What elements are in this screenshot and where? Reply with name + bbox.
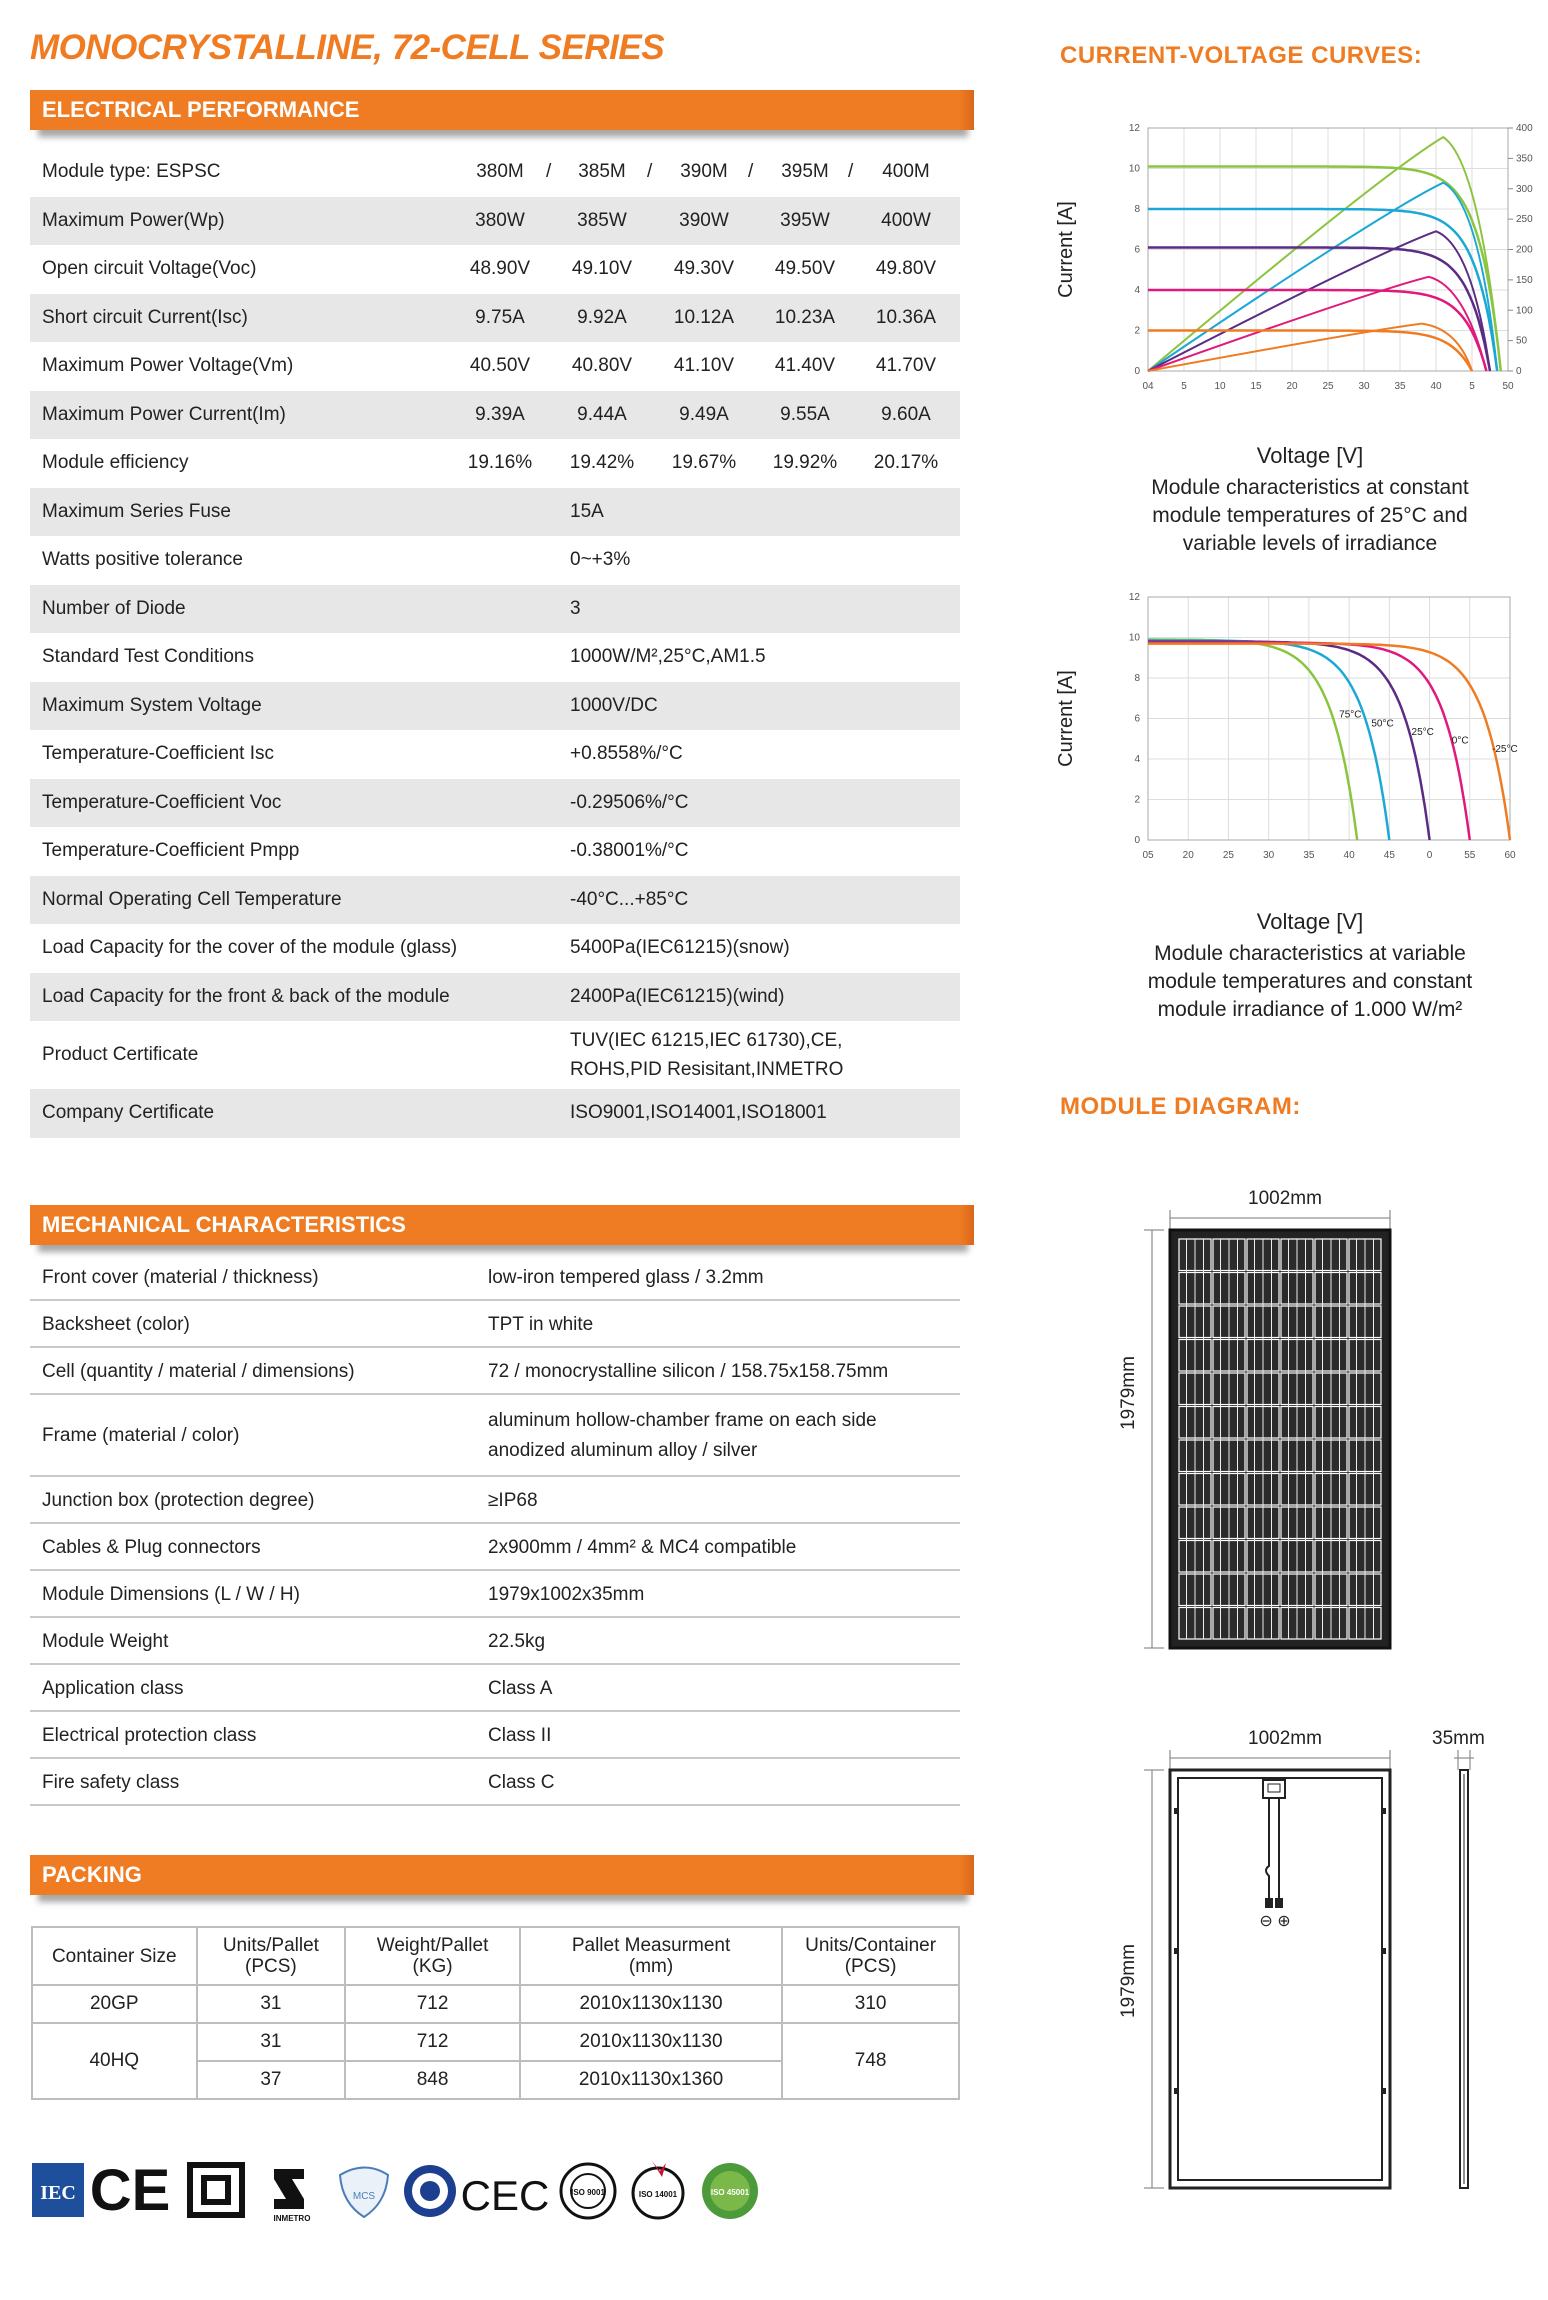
electrical-row bbox=[30, 488, 960, 537]
row-value: 2x900mm / 4mm² & MC4 compatible bbox=[488, 1537, 797, 1558]
row-label: Maximum System Voltage bbox=[42, 694, 262, 716]
x-tick-label: 05 bbox=[1142, 850, 1154, 861]
packing-heading: PACKING bbox=[30, 1855, 960, 1895]
row-value: 10.23A bbox=[774, 306, 836, 328]
x-tick-label: 25 bbox=[1322, 381, 1334, 392]
frame-line: aluminum hollow-chamber frame on each side bbox=[488, 1410, 877, 1431]
x-tick-label: 5 bbox=[1469, 381, 1475, 392]
model-separator: / bbox=[748, 161, 754, 182]
cell-measure: 2010x1130x1130 bbox=[520, 2023, 782, 2061]
chart1-caption-line: module temperatures of 25°C and bbox=[1152, 504, 1468, 527]
y2-tick-label: 200 bbox=[1516, 244, 1533, 256]
model-380m: 380M bbox=[476, 161, 524, 182]
y2-tick-label: 100 bbox=[1516, 305, 1533, 317]
row-value: 9.75A bbox=[475, 306, 525, 328]
row-value: 5400Pa(IEC61215)(snow) bbox=[570, 937, 790, 958]
electrical-row bbox=[30, 294, 960, 343]
electrical-row bbox=[30, 585, 960, 634]
row-label: Product Certificate bbox=[42, 1044, 199, 1065]
chart2-caption-line: module temperatures and constant bbox=[1147, 970, 1473, 993]
mechanical-table bbox=[30, 1254, 960, 1806]
y2-tick-label: 400 bbox=[1516, 123, 1533, 134]
svg-text:CEC: CEC bbox=[460, 2172, 550, 2219]
electrical-row bbox=[30, 827, 960, 876]
row-label: Load Capacity for the front & back of the module bbox=[42, 985, 450, 1007]
row-value: +0.8558%/°C bbox=[570, 743, 683, 764]
y2-tick-label: 250 bbox=[1516, 214, 1533, 226]
row-value: 0~+3% bbox=[570, 549, 631, 570]
y-tick-label: 12 bbox=[1128, 123, 1140, 134]
mechanical-row bbox=[30, 1571, 960, 1618]
mechanical-heading: MECHANICAL CHARACTERISTICS bbox=[30, 1205, 960, 1245]
module-type-label: Module type: ESPSC bbox=[42, 161, 221, 182]
row-label: Module efficiency bbox=[42, 452, 189, 473]
row-value: 48.90V bbox=[469, 258, 531, 279]
chart2-caption bbox=[1100, 940, 1520, 1024]
row-value: 40.80V bbox=[571, 355, 633, 376]
row-value: 9.60A bbox=[881, 403, 931, 425]
iv-curve bbox=[1148, 331, 1472, 372]
x-tick-label: 10 bbox=[1214, 381, 1226, 392]
y-tick-label: 4 bbox=[1134, 754, 1140, 765]
junction-box bbox=[1263, 1780, 1285, 1798]
back-height-label: 1979mm bbox=[1118, 1944, 1139, 2018]
row-label: Open circuit Voltage(Voc) bbox=[42, 258, 257, 279]
cell-size: 40HQ bbox=[32, 2023, 197, 2099]
mcs-logo bbox=[340, 2168, 388, 2218]
x-tick-label: 40 bbox=[1430, 381, 1442, 392]
cert-line: TUV(IEC 61215,IEC 61730),CE, bbox=[570, 1030, 843, 1051]
iso45001-logo bbox=[702, 2163, 758, 2219]
row-value: 22.5kg bbox=[488, 1631, 546, 1652]
row-value: 1979x1002x35mm bbox=[488, 1584, 645, 1605]
row-value: 49.50V bbox=[774, 258, 836, 279]
row-label: Standard Test Conditions bbox=[42, 646, 254, 667]
x-tick-label: 35 bbox=[1303, 850, 1315, 861]
mechanical-row bbox=[30, 1524, 960, 1571]
series-label: -25°C bbox=[1492, 744, 1518, 756]
y-tick-label: 4 bbox=[1134, 285, 1140, 296]
electrical-row bbox=[30, 245, 960, 294]
row-value: 395W bbox=[780, 209, 830, 231]
svg-text:MCS: MCS bbox=[352, 2191, 376, 2202]
diagram-title: MODULE DIAGRAM: bbox=[1060, 1093, 1301, 1120]
y-tick-label: 0 bbox=[1134, 366, 1140, 377]
module-type-row bbox=[30, 148, 960, 197]
ce-logo bbox=[90, 2158, 171, 2223]
y2-tick-label: 50 bbox=[1516, 335, 1528, 347]
company-certificate-row bbox=[30, 1089, 960, 1138]
row-label: Backsheet (color) bbox=[42, 1314, 190, 1335]
cell-weight: 712 bbox=[345, 2023, 520, 2061]
row-value: 19.67% bbox=[671, 452, 737, 473]
row-label: Fire safety class bbox=[42, 1772, 180, 1793]
row-value: 10.12A bbox=[673, 306, 735, 328]
x-tick-label: 50 bbox=[1502, 381, 1514, 392]
iv-curve-temperature-chart bbox=[1050, 580, 1530, 870]
electrical-row bbox=[30, 197, 960, 246]
mechanical-row bbox=[30, 1712, 960, 1759]
row-value: 41.40V bbox=[774, 355, 836, 376]
row-label: Company Certificate bbox=[42, 1102, 215, 1123]
polarity-label: ⊖ ⊕ bbox=[1259, 1913, 1291, 1930]
chart-ylabel: Current [A] bbox=[1055, 670, 1077, 767]
packing-table bbox=[31, 1926, 960, 2100]
x-tick-label: 60 bbox=[1504, 850, 1516, 861]
electrical-row bbox=[30, 439, 960, 488]
chart1-xlabel: Voltage [V] bbox=[1256, 443, 1364, 468]
y-tick-label: 0 bbox=[1134, 835, 1140, 846]
electrical-row bbox=[30, 536, 960, 585]
electrical-row bbox=[30, 730, 960, 779]
mechanical-row bbox=[30, 1759, 960, 1806]
electrical-row bbox=[30, 391, 960, 440]
cell-measure: 2010x1130x1360 bbox=[520, 2061, 782, 2099]
row-value: 19.42% bbox=[569, 452, 635, 473]
chart-ylabel: Current [A] bbox=[1055, 201, 1077, 298]
tuv-logo bbox=[404, 2165, 456, 2217]
mechanical-row bbox=[30, 1395, 960, 1477]
iso14001-logo bbox=[633, 2161, 683, 2218]
y2-tick-label: 300 bbox=[1516, 183, 1533, 195]
cell-size: 20GP bbox=[32, 1985, 197, 2023]
row-value: 385W bbox=[577, 209, 627, 231]
packing-row-20gp bbox=[32, 1985, 959, 2023]
x-tick-label: 15 bbox=[1250, 381, 1262, 392]
row-value: TPT in white bbox=[488, 1314, 594, 1335]
electrical-row bbox=[30, 682, 960, 731]
row-value: 41.10V bbox=[673, 355, 735, 376]
row-value: 9.49A bbox=[679, 403, 729, 425]
row-label: Normal Operating Cell Temperature bbox=[42, 888, 342, 910]
row-value: 19.92% bbox=[772, 452, 838, 473]
y-tick-label: 6 bbox=[1134, 244, 1140, 256]
row-label: Short circuit Current(Isc) bbox=[42, 306, 248, 328]
x-tick-label: 20 bbox=[1182, 850, 1194, 861]
row-label: Module Weight bbox=[42, 1631, 169, 1652]
row-value: ISO9001,ISO14001,ISO18001 bbox=[570, 1102, 827, 1123]
x-tick-label: 45 bbox=[1383, 850, 1395, 861]
mechanical-row bbox=[30, 1348, 960, 1395]
chart1-caption-line: variable levels of irradiance bbox=[1182, 532, 1438, 555]
model-400m: 400M bbox=[882, 161, 930, 182]
x-tick-label: 20 bbox=[1286, 381, 1298, 392]
back-width-label: 1002mm bbox=[1248, 1728, 1322, 1749]
cell-weight: 848 bbox=[345, 2061, 520, 2099]
row-value: -0.38001%/°C bbox=[570, 840, 689, 861]
row-value: 9.55A bbox=[780, 403, 830, 425]
row-value: 2400Pa(IEC61215)(wind) bbox=[570, 985, 785, 1007]
mechanical-row bbox=[30, 1618, 960, 1665]
row-value: 1000W/M²,25°C,AM1.5 bbox=[570, 646, 766, 667]
row-label: Frame (material / color) bbox=[42, 1425, 240, 1446]
electrical-row bbox=[30, 876, 960, 925]
row-value: ≥IP68 bbox=[488, 1490, 538, 1511]
row-label: Cell (quantity / material / dimensions) bbox=[42, 1361, 355, 1382]
x-tick-label: 04 bbox=[1142, 381, 1154, 392]
y2-tick-label: 150 bbox=[1516, 274, 1533, 286]
svg-text:IEC: IEC bbox=[40, 2182, 76, 2204]
mechanical-row bbox=[30, 1665, 960, 1712]
cell-container: 748 bbox=[782, 2023, 959, 2099]
curves-title: CURRENT-VOLTAGE CURVES: bbox=[1060, 42, 1423, 69]
row-value: 9.39A bbox=[475, 403, 525, 425]
x-tick-label: 0 bbox=[1426, 850, 1433, 861]
double-insulation-icon bbox=[190, 2165, 242, 2215]
row-value: 380W bbox=[475, 209, 525, 231]
svg-text:CE: CE bbox=[89, 2158, 171, 2223]
row-label: Maximum Power(Wp) bbox=[42, 209, 225, 231]
mechanical-row bbox=[30, 1301, 960, 1348]
frame-line: anodized aluminum alloy / silver bbox=[488, 1440, 758, 1461]
row-label: Watts positive tolerance bbox=[42, 549, 243, 570]
svg-text:ISO 45001: ISO 45001 bbox=[710, 2188, 750, 2197]
y-tick-label: 8 bbox=[1134, 204, 1140, 215]
row-label: Maximum Power Current(Im) bbox=[42, 403, 286, 425]
iec-logo bbox=[32, 2163, 84, 2217]
mechanical-row bbox=[30, 1254, 960, 1301]
row-value: 49.30V bbox=[673, 258, 735, 279]
row-label: Number of Diode bbox=[42, 597, 186, 619]
cell-measure: 2010x1130x1130 bbox=[520, 1985, 782, 2023]
row-value: Class II bbox=[488, 1725, 552, 1746]
row-label: Front cover (material / thickness) bbox=[42, 1267, 319, 1288]
row-label: Maximum Series Fuse bbox=[42, 500, 231, 522]
cert-line: ROHS,PID Resisitant,INMETRO bbox=[570, 1059, 844, 1080]
electrical-row bbox=[30, 633, 960, 682]
model-separator: / bbox=[546, 161, 552, 182]
depth-label: 35mm bbox=[1432, 1728, 1485, 1749]
row-value: 9.92A bbox=[577, 306, 627, 328]
inmetro-logo bbox=[274, 2169, 311, 2223]
x-tick-label: 40 bbox=[1343, 850, 1355, 861]
header-units-container: Units/Container (PCS) bbox=[782, 1927, 959, 1985]
row-value: 1000V/DC bbox=[570, 694, 658, 716]
series-label: 50°C bbox=[1371, 718, 1394, 730]
svg-text:INMETRO: INMETRO bbox=[273, 2214, 311, 2223]
row-label: Module Dimensions (L / W / H) bbox=[42, 1584, 300, 1605]
model-390m: 390M bbox=[680, 161, 728, 182]
header-units-pallet: Units/Pallet (PCS) bbox=[197, 1927, 346, 1985]
iv-curve bbox=[1148, 642, 1430, 841]
chart2-caption-line: module irradiance of 1.000 W/m² bbox=[1157, 998, 1463, 1021]
header-container-size: Container Size bbox=[32, 1927, 197, 1985]
row-label: Temperature-Coefficient Pmpp bbox=[42, 840, 300, 861]
row-value: 20.17% bbox=[873, 452, 939, 473]
page-title: MONOCRYSTALLINE, 72-CELL SERIES bbox=[30, 28, 665, 67]
row-label: Temperature-Coefficient Isc bbox=[42, 743, 274, 764]
model-395m: 395M bbox=[781, 161, 829, 182]
series-label: 0°C bbox=[1451, 735, 1469, 747]
row-value: 40.50V bbox=[469, 355, 531, 376]
y2-tick-label: 350 bbox=[1516, 153, 1533, 165]
row-value: 400W bbox=[881, 209, 931, 231]
row-value: -0.29506%/°C bbox=[570, 791, 689, 813]
row-label: Electrical protection class bbox=[42, 1725, 257, 1746]
iv-curve bbox=[1148, 640, 1357, 841]
row-value: -40°C...+85°C bbox=[570, 888, 689, 910]
header-pallet-measurement: Pallet Measurment (mm) bbox=[520, 1927, 782, 1985]
chart1-caption bbox=[1100, 474, 1520, 558]
row-value: 49.80V bbox=[875, 258, 937, 279]
iv-curve-irradiance-chart bbox=[1050, 110, 1533, 400]
row-label: Junction box (protection degree) bbox=[42, 1490, 315, 1511]
row-value: low-iron tempered glass / 3.2mm bbox=[488, 1267, 764, 1288]
iso9001-logo bbox=[561, 2164, 615, 2218]
row-value: 390W bbox=[679, 209, 729, 231]
cell-container: 310 bbox=[782, 1985, 959, 2023]
row-value: 9.44A bbox=[577, 403, 627, 425]
chart1-caption-line: Module characteristics at constant bbox=[1151, 476, 1469, 499]
electrical-row bbox=[30, 973, 960, 1022]
y-tick-label: 8 bbox=[1134, 673, 1140, 684]
y-tick-label: 12 bbox=[1128, 592, 1140, 603]
cell-units: 31 bbox=[197, 2023, 346, 2061]
row-value: 15A bbox=[570, 500, 604, 522]
power-curve bbox=[1148, 231, 1490, 371]
x-tick-label: 30 bbox=[1358, 381, 1370, 392]
header-weight-pallet: Weight/Pallet (KG) bbox=[345, 1927, 520, 1985]
row-value: 3 bbox=[570, 597, 581, 619]
chart2-xlabel: Voltage [V] bbox=[1256, 909, 1364, 934]
packing-header-row bbox=[32, 1927, 959, 1985]
electrical-row bbox=[30, 924, 960, 973]
y-tick-label: 10 bbox=[1128, 632, 1140, 644]
electrical-heading: ELECTRICAL PERFORMANCE bbox=[30, 90, 960, 130]
cell-units: 37 bbox=[197, 2061, 346, 2099]
row-value bbox=[488, 1406, 877, 1466]
mechanical-row bbox=[30, 1477, 960, 1524]
electrical-table bbox=[30, 148, 960, 1138]
model-385m: 385M bbox=[578, 161, 626, 182]
product-certificate-row bbox=[30, 1021, 960, 1089]
row-value: Class A bbox=[488, 1678, 553, 1699]
cell-units: 31 bbox=[197, 1985, 346, 2023]
row-label: Load Capacity for the cover of the module (glass) bbox=[42, 937, 458, 958]
row-value bbox=[570, 1026, 843, 1084]
y2-tick-label: 0 bbox=[1516, 366, 1522, 377]
iv-curve bbox=[1148, 167, 1501, 372]
x-tick-label: 25 bbox=[1222, 850, 1235, 861]
front-width-label: 1002mm bbox=[1248, 1188, 1322, 1209]
row-value: 72 / monocrystalline silicon / 158.75x158.75mm bbox=[488, 1361, 889, 1382]
series-label: 25°C bbox=[1411, 726, 1434, 738]
row-value: 49.10V bbox=[571, 258, 633, 279]
svg-text:ISO 9001: ISO 9001 bbox=[571, 2188, 605, 2197]
packing-row-40hq-a bbox=[32, 2023, 959, 2061]
x-tick-label: 30 bbox=[1263, 850, 1275, 861]
connector-negative bbox=[1265, 1898, 1273, 1908]
row-value: 19.16% bbox=[467, 452, 533, 473]
electrical-row bbox=[30, 779, 960, 828]
y-tick-label: 2 bbox=[1134, 794, 1140, 806]
row-value: 10.36A bbox=[875, 306, 937, 328]
svg-text:ISO 14001: ISO 14001 bbox=[638, 2190, 678, 2199]
certification-logos bbox=[30, 2155, 810, 2225]
row-label: Temperature-Coefficient Voc bbox=[42, 791, 282, 813]
front-height-label: 1979mm bbox=[1118, 1356, 1139, 1430]
y-tick-label: 6 bbox=[1134, 713, 1140, 725]
row-value: 41.70V bbox=[875, 355, 937, 376]
row-label: Maximum Power Voltage(Vm) bbox=[42, 355, 294, 376]
row-value: Class C bbox=[488, 1772, 555, 1793]
row-label: Application class bbox=[42, 1678, 184, 1699]
electrical-row bbox=[30, 342, 960, 391]
y-tick-label: 10 bbox=[1128, 163, 1140, 175]
model-separator: / bbox=[848, 161, 854, 182]
x-tick-label: 35 bbox=[1394, 381, 1406, 392]
y-tick-label: 2 bbox=[1134, 325, 1140, 337]
module-front-diagram bbox=[1140, 1208, 1400, 1660]
cell-weight: 712 bbox=[345, 1985, 520, 2023]
cec-logo bbox=[461, 2172, 550, 2219]
chart2-caption-line: Module characteristics at variable bbox=[1154, 942, 1466, 965]
model-separator: / bbox=[647, 161, 653, 182]
row-label: Cables & Plug connectors bbox=[42, 1537, 261, 1558]
x-tick-label: 5 bbox=[1181, 381, 1187, 392]
module-back-diagram bbox=[1140, 1748, 1480, 2200]
series-label: 75°C bbox=[1339, 709, 1362, 721]
x-tick-label: 55 bbox=[1464, 850, 1476, 861]
connector-positive bbox=[1275, 1898, 1283, 1908]
